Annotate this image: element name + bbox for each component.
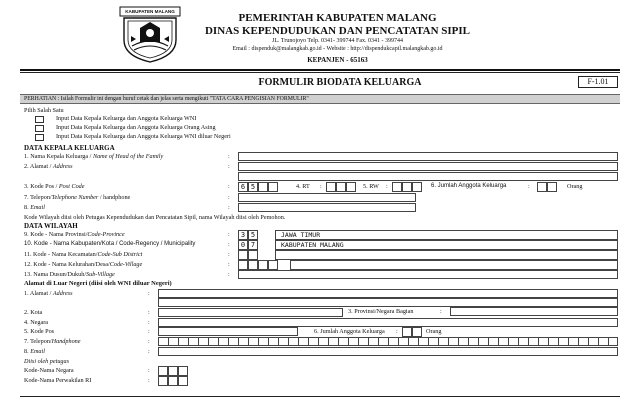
kepala-heading: DATA KEPALA KELUARGA: [24, 144, 115, 152]
postcode-digit-2[interactable]: 5: [248, 182, 258, 192]
regency-code-digit-1[interactable]: 0: [238, 240, 248, 250]
village-code-digit-4[interactable]: [268, 260, 278, 270]
overseas-member-digit-1[interactable]: [402, 327, 412, 337]
country-code-digit-1[interactable]: [158, 366, 168, 376]
regency-code-digit-2[interactable]: 7: [248, 240, 258, 250]
village-code-digit-3[interactable]: [258, 260, 268, 270]
option-wni-label: Input Data Kepala Keluarga dan Anggota Keluarga WNI: [56, 115, 197, 122]
member-count-label: 6. Jumlah Anggota Keluarga: [431, 183, 507, 189]
country-code-digit-2[interactable]: [168, 366, 178, 376]
mission-code-digit-3[interactable]: [178, 376, 188, 386]
option-wni-checkbox[interactable]: [35, 116, 44, 123]
overseas-member-digit-2[interactable]: [412, 327, 422, 337]
rt-digit-3[interactable]: [346, 182, 356, 192]
rt-digit-2[interactable]: [336, 182, 346, 192]
overseas-phone-cells[interactable]: [158, 337, 618, 346]
district-label: 11. Kode - Nama Kecamatan/Code-Sub District: [24, 251, 143, 258]
option-luar-negeri-label: Input Data Kepala Keluarga dan Anggota Keluarga WNI diluar Negeri: [56, 133, 231, 140]
header-divider: [20, 69, 620, 71]
rw-label: 5. RW: [363, 183, 379, 190]
option-luar-negeri-checkbox[interactable]: [35, 134, 44, 141]
village-name-input[interactable]: [290, 260, 618, 270]
rw-digit-3[interactable]: [412, 182, 422, 192]
email-input[interactable]: [238, 203, 416, 212]
overseas-country-input[interactable]: [158, 318, 618, 327]
village-code-digit-1[interactable]: [238, 260, 248, 270]
form-code-badge: F-1.01: [578, 76, 618, 88]
form-title: FORMULIR BIODATA KELUARGA: [258, 77, 422, 88]
region-code-note: Kode Wilayah diisi oleh Petugas Kependudukan dan Pencatatan Sipil, nama Wilayah diisi oleh Pemohon.: [24, 214, 286, 221]
postcode-digit-4[interactable]: [268, 182, 278, 192]
header-address: JL. Trunojoyo Telp. 0341- 399744 Fax. 0341 - 399744: [272, 38, 403, 44]
phone-input[interactable]: [238, 193, 416, 202]
officer-note: Diisi oleh petugas: [24, 358, 70, 365]
header-city: KEPANJEN - 65163: [307, 56, 368, 64]
province-label: 9. Kode - Nama Provinsi/Code-Province: [24, 231, 125, 238]
district-name-input[interactable]: [275, 250, 618, 260]
logo-caption: KABUPATEN MALANG: [125, 9, 175, 14]
overseas-province-input[interactable]: [450, 307, 618, 316]
regency-name-input[interactable]: KABUPATEN MALANG: [275, 240, 618, 250]
province-code-digit-1[interactable]: 3: [238, 230, 248, 240]
mission-code-digit-1[interactable]: [158, 376, 168, 386]
rw-digit-1[interactable]: [392, 182, 402, 192]
overseas-city-label: 2. Kota: [24, 309, 43, 316]
country-code-label: Kode-Nama Negara: [24, 367, 74, 374]
overseas-city-input[interactable]: [158, 308, 343, 317]
overseas-email-label: 8. Email: [24, 348, 45, 355]
overseas-email-input[interactable]: [158, 347, 618, 356]
postcode-digit-1[interactable]: 6: [238, 182, 248, 192]
overseas-member-unit: Orang: [426, 328, 442, 335]
member-count-digit-2[interactable]: [547, 182, 557, 192]
overseas-member-count-label: 6. Jumlah Anggota Keluarga: [314, 328, 385, 335]
notice-text: PERHATIAN : Isilah Formulir ini dengan huruf cetak dan jelas serta mengikuti "TATA CARA PENGISIAN FORMULIR": [24, 96, 309, 102]
address-label: 2. Alamat / Address: [24, 163, 73, 170]
province-code-digit-2[interactable]: 5: [248, 230, 258, 240]
rt-label: 4. RT: [296, 183, 310, 190]
head-name-input[interactable]: [238, 152, 618, 161]
regency-label: 10. Kode - Nama Kabupaten/Kota / Code-Regency / Municipality: [24, 241, 196, 247]
overseas-postcode-label: 5. Kode Pos: [24, 328, 55, 335]
rt-digit-1[interactable]: [326, 182, 336, 192]
phone-label: 7. Telepon/Telephone Number / handphone: [24, 194, 131, 201]
postcode-label: 3. Kode Pos / Post Code: [24, 183, 85, 190]
mission-code-label: Kode-Nama Perwakilan RI: [24, 377, 92, 384]
district-logo: [118, 6, 182, 64]
header-divider-thin: [20, 72, 620, 73]
email-label: 8. Email: [24, 204, 45, 211]
village-code-digit-2[interactable]: [248, 260, 258, 270]
country-code-digit-3[interactable]: [178, 366, 188, 376]
address-input-line-1[interactable]: [238, 162, 618, 171]
header-contact: Email : dispenduk@malangkab.go.id - Website : http://dispendukcapil.malangkab.go.id: [232, 46, 443, 52]
hamlet-label: 13. Nama Dusun/Dukuh/Sub-Village: [24, 271, 115, 278]
overseas-address-input-2[interactable]: [158, 298, 618, 307]
header-title-1: PEMERINTAH KABUPATEN MALANG: [238, 12, 437, 24]
hamlet-input[interactable]: [238, 270, 618, 279]
overseas-country-label: 4. Negara: [24, 319, 49, 326]
address-input-line-2[interactable]: [238, 172, 618, 181]
rw-digit-2[interactable]: [402, 182, 412, 192]
province-name-input[interactable]: JAWA TIMUR: [275, 230, 618, 240]
head-name-label: 1. Nama Kepala Keluarga / Name of Head of the Family: [24, 153, 164, 160]
choose-label: Pilih Salah Satu: [24, 107, 64, 114]
overseas-postcode-input[interactable]: [158, 327, 298, 336]
overseas-province-label: 3. Provinsi/Negara Bagian: [348, 308, 414, 315]
overseas-address-label: 1. Alamat / Address: [24, 290, 73, 297]
mission-code-digit-2[interactable]: [168, 376, 178, 386]
district-code-digit-1[interactable]: [238, 250, 248, 260]
option-asing-checkbox[interactable]: [35, 125, 44, 132]
member-count-unit: Orang: [567, 183, 583, 190]
district-code-digit-2[interactable]: [248, 250, 258, 260]
overseas-heading: Alamat di Luar Negeri (diisi oleh WNI diluar Negeri): [24, 280, 172, 287]
postcode-digit-3[interactable]: [258, 182, 268, 192]
option-asing-label: Input Data Kepala Keluarga dan Anggota Keluarga Orang Asing: [56, 124, 216, 131]
village-label: 12. Kode - Nama Kelurahan/Desa/Code-Village: [24, 261, 143, 268]
overseas-phone-label: 7. Telepon/Handphone: [24, 338, 81, 345]
member-count-digit-1[interactable]: [537, 182, 547, 192]
footer-divider: [20, 396, 620, 397]
header-title-2: DINAS KEPENDUDUKAN DAN PENCATATAN SIPIL: [204, 25, 471, 37]
wilayah-heading: DATA WILAYAH: [24, 222, 78, 230]
overseas-address-input-1[interactable]: [158, 289, 618, 298]
